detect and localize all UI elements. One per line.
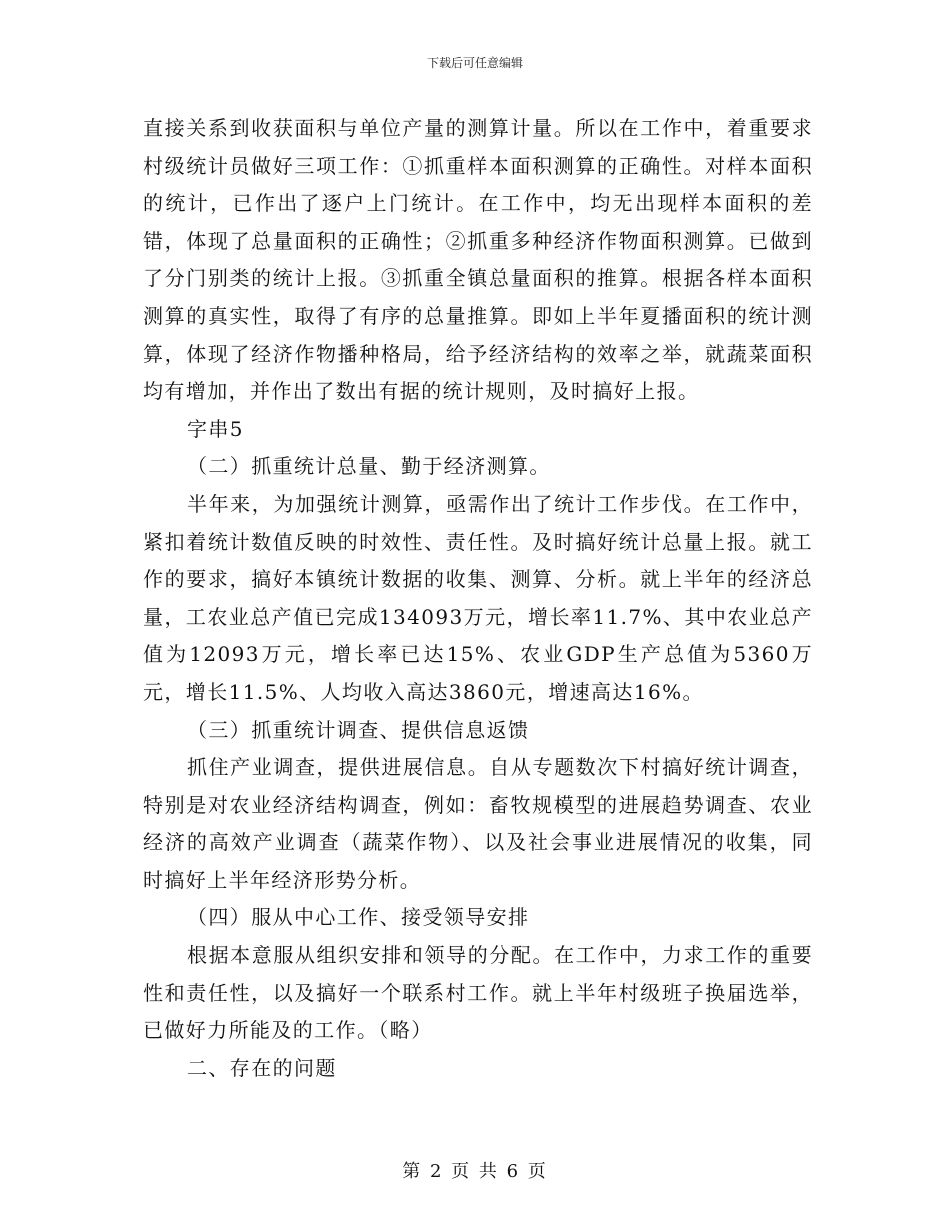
section-heading-problems: 二、存在的问题: [187, 1055, 337, 1080]
paragraph-string-marker: 字串5: [187, 416, 244, 441]
section-heading-4: （四）服从中心工作、接受领导安排: [187, 905, 530, 930]
document-body: [143, 110, 813, 1087]
section-heading-3: （三）抓重统计调查、提供信息返馈: [187, 717, 530, 742]
paragraph-leadership-arrangement: 根据本意服从组织安排和领导的分配。在工作中，力求工作的重要性和责任性，以及搞好一个联系村工作。就上半年村级班子换届选举，已做好力所能及的工作。（略）: [143, 943, 813, 1043]
paragraph-industry-survey: 抓住产业调查，提供进展信息。自从专题数次下村搞好统计调查，特别是对农业经济结构调查，例如：畜牧规模型的进展趋势调查、农业经济的高效产业调查（蔬菜作物）、以及社会事业进展情况的收集，同时搞好上半年经济形势分析。: [143, 755, 813, 892]
paragraph-area-measurement: 直接关系到收获面积与单位产量的测算计量。所以在工作中，着重要求村级统计员做好三项工作：①抓重样本面积测算的正确性。对样本面积的统计，已作出了逐户上门统计。在工作中，均无出现样本面积的差错，体现了总量面积的正确性；②抓重多种经济作物面积测算。已做到了分门别类的统计上报。③抓重全镇总量面积的推算。根据各样本面积测算的真实性，取得了有序的总量推算。即如上半年夏播面积的统计测算，体现了经济作物播种格局，给予经济结构的效率之举，就蔬菜面积均有增加，并作出了数出有据的统计规则，及时搞好上报。: [143, 116, 813, 404]
page-number-footer: 第 2 页 共 6 页: [402, 1161, 548, 1182]
paragraph-economic-totals: 半年来，为加强统计测算，亟需作出了统计工作步伐。在工作中，紧扣着统计数值反映的时效性、责任性。及时搞好统计总量上报。就工作的要求，搞好本镇统计数据的收集、测算、分析。就上半年的经济总量，工农业总产值已完成134093万元，增长率11.7%、其中农业总产值为12093万元，增长率已达15%、农业GDP生产总值为5360万元，增长11.5%、人均收入高达3860元，增速高达16%。: [143, 491, 813, 704]
page-header: 下载后可任意编辑: [426, 56, 523, 70]
section-heading-2: （二）抓重统计总量、勤于经济测算。: [187, 454, 551, 479]
